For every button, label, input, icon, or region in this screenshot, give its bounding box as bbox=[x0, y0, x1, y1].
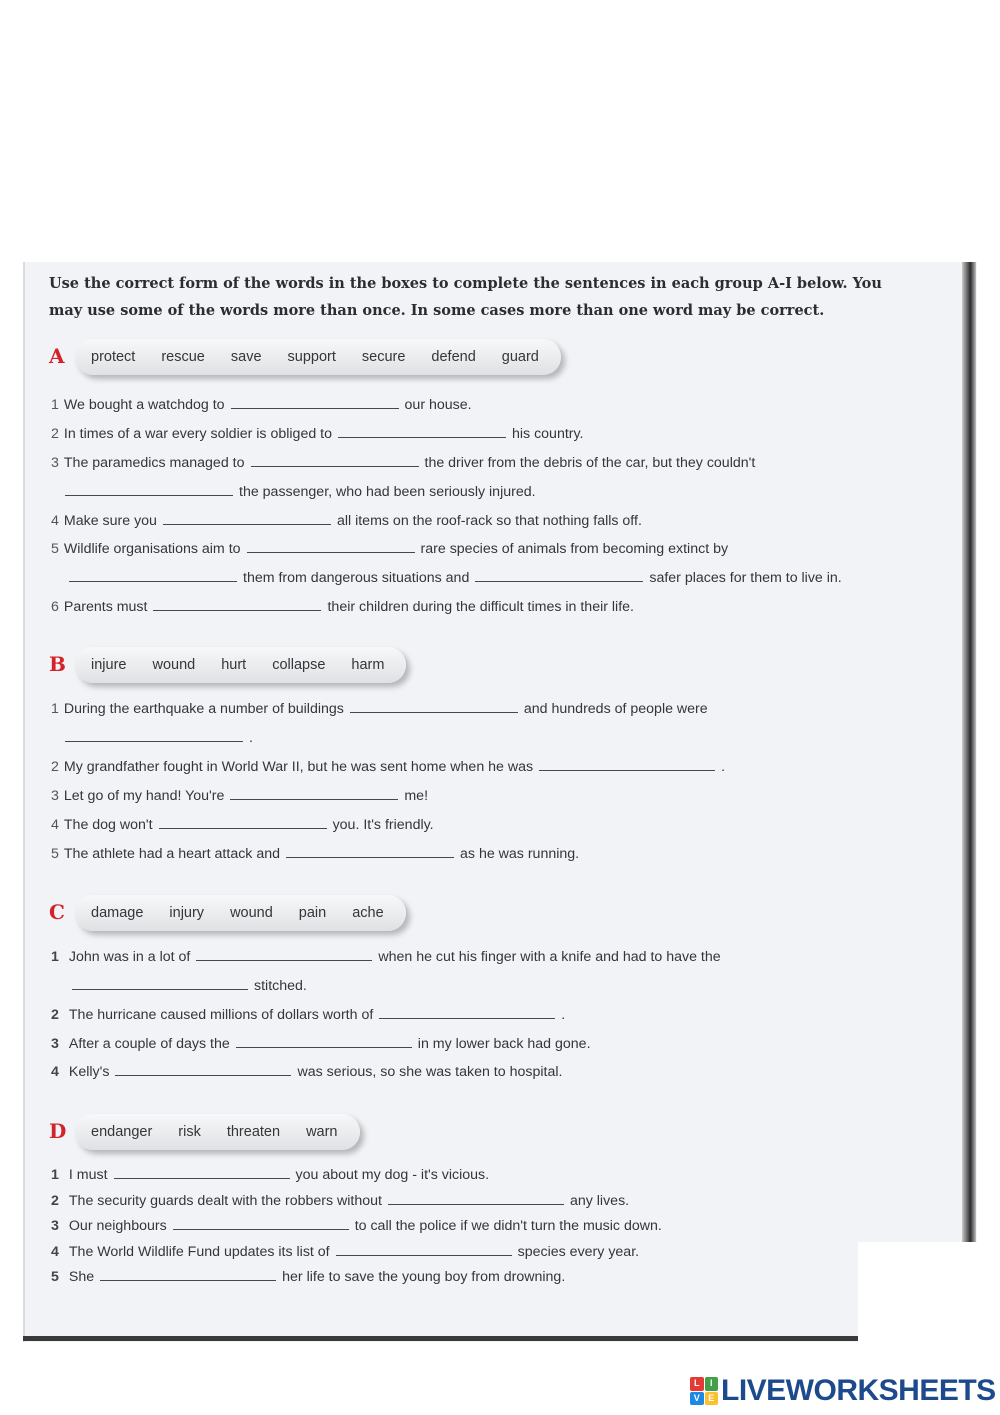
answer-blank[interactable] bbox=[475, 580, 643, 582]
sentence-text: She bbox=[68, 1269, 95, 1285]
sentence-b-1-cont bbox=[59, 730, 253, 746]
word-item: injury bbox=[169, 905, 205, 921]
sentence-text: . bbox=[721, 759, 726, 775]
sentence-b-5 bbox=[51, 846, 579, 862]
sentence-text: the driver from the debris of the car, but they couldn't bbox=[424, 455, 756, 471]
sentence-number: 1 bbox=[51, 397, 59, 413]
sentence-text: . bbox=[561, 1007, 566, 1023]
word-item: threaten bbox=[226, 1124, 281, 1140]
answer-blank[interactable] bbox=[69, 580, 237, 582]
sentence-text: The athlete had a heart attack and bbox=[63, 846, 281, 862]
group-letter-d: D bbox=[49, 1119, 67, 1143]
answer-blank[interactable] bbox=[65, 740, 243, 742]
word-item: damage bbox=[91, 905, 144, 921]
sentence-number: 2 bbox=[51, 1193, 59, 1209]
logo-mark-icon bbox=[690, 1377, 718, 1405]
sentence-text: We bought a watchdog to bbox=[63, 397, 225, 413]
sentence-text: any lives. bbox=[569, 1193, 630, 1209]
word-item: secure bbox=[361, 349, 406, 365]
logo-mark-letter: V bbox=[690, 1392, 704, 1406]
sentence-a-3 bbox=[51, 455, 755, 471]
sentence-text: The World Wildlife Fund updates its list of bbox=[68, 1244, 330, 1260]
sentence-c-3 bbox=[51, 1036, 591, 1052]
sentence-text: safer places for them to live in. bbox=[649, 570, 842, 586]
sentence-text: all items on the roof-rack so that nothing falls off. bbox=[336, 513, 642, 529]
answer-blank[interactable] bbox=[153, 609, 321, 611]
page-corner bbox=[858, 1242, 978, 1342]
sentence-text: The paramedics managed to bbox=[63, 455, 245, 471]
sentence-text: them from dangerous situations and bbox=[243, 570, 470, 586]
sentence-a-5-cont bbox=[63, 570, 842, 586]
sentence-text: the passenger, who had been seriously injured. bbox=[239, 484, 536, 500]
word-item: endanger bbox=[91, 1124, 153, 1140]
word-item: save bbox=[230, 349, 262, 365]
sentence-text: our house. bbox=[404, 397, 472, 413]
sentence-number: 3 bbox=[51, 788, 59, 804]
sentence-b-2 bbox=[51, 759, 725, 775]
sentence-text: . bbox=[249, 730, 253, 746]
sentence-number: 4 bbox=[51, 1064, 59, 1080]
word-box-c bbox=[75, 895, 406, 931]
sentence-number: 3 bbox=[51, 455, 59, 471]
word-item: harm bbox=[351, 657, 385, 673]
group-letter-b: B bbox=[49, 652, 66, 676]
sentence-text: as he was running. bbox=[460, 846, 580, 862]
word-item: rescue bbox=[161, 349, 205, 365]
sentence-a-1 bbox=[51, 397, 472, 413]
sentence-text: The hurricane caused millions of dollars worth of bbox=[68, 1007, 374, 1023]
word-item: guard bbox=[501, 349, 539, 365]
sentence-number: 3 bbox=[51, 1036, 59, 1052]
sentence-text: was serious, so she was taken to hospital. bbox=[297, 1064, 563, 1080]
sentence-b-3 bbox=[51, 788, 428, 804]
sentence-b-4 bbox=[51, 817, 434, 833]
sentence-number: 2 bbox=[51, 426, 59, 442]
sentence-text: their children during the difficult times in their life. bbox=[327, 599, 634, 615]
sentence-text: you about my dog - it's vicious. bbox=[295, 1167, 490, 1183]
word-item: hurt bbox=[221, 657, 247, 673]
sentence-text: During the earthquake a number of buildings bbox=[63, 701, 344, 717]
sentence-text: her life to save the young boy from drowning. bbox=[282, 1269, 566, 1285]
answer-blank[interactable] bbox=[388, 1203, 564, 1205]
answer-blank[interactable] bbox=[159, 827, 327, 829]
word-item: wound bbox=[152, 657, 196, 673]
answer-blank[interactable] bbox=[251, 465, 419, 467]
sentence-text: Let go of my hand! You're bbox=[63, 788, 225, 804]
sentence-number: 5 bbox=[51, 1269, 59, 1285]
word-box-d bbox=[75, 1114, 360, 1150]
answer-blank[interactable] bbox=[230, 798, 398, 800]
sentence-d-5 bbox=[51, 1269, 565, 1285]
sentence-number: 1 bbox=[51, 949, 59, 965]
sentence-c-1 bbox=[51, 949, 721, 965]
sentence-text: Our neighbours bbox=[68, 1218, 167, 1234]
sentence-text: and hundreds of people were bbox=[523, 701, 708, 717]
sentence-text: his country. bbox=[512, 426, 584, 442]
sentence-text: The security guards dealt with the robbers without bbox=[68, 1193, 382, 1209]
answer-blank[interactable] bbox=[72, 988, 248, 990]
word-item: ache bbox=[352, 905, 384, 921]
answer-blank[interactable] bbox=[100, 1279, 276, 1281]
sentence-a-5 bbox=[51, 541, 728, 557]
logo-text: LIVEWORKSHEETS bbox=[721, 1374, 996, 1407]
sentence-c-4 bbox=[51, 1064, 562, 1080]
sentence-d-1 bbox=[51, 1167, 489, 1183]
sentence-number: 6 bbox=[51, 599, 59, 615]
sentence-number: 4 bbox=[51, 817, 59, 833]
word-box-a bbox=[75, 339, 561, 375]
answer-blank[interactable] bbox=[115, 1074, 291, 1076]
sentence-d-4 bbox=[51, 1244, 639, 1260]
logo-mark-letter: I bbox=[705, 1377, 719, 1391]
instructions: Use the correct form of the words in the boxes to complete the sentences in each group A-I below. You may use some of the words more than once. In some cases more than one word may be correct. bbox=[49, 275, 882, 319]
answer-blank[interactable] bbox=[173, 1228, 349, 1230]
sentence-text: in my lower back had gone. bbox=[417, 1036, 591, 1052]
page-bottom-edge bbox=[23, 1336, 875, 1341]
sentence-text: I must bbox=[68, 1167, 108, 1183]
sentence-number: 1 bbox=[51, 1167, 59, 1183]
sentence-text: John was in a lot of bbox=[68, 949, 191, 965]
word-item: risk bbox=[178, 1124, 201, 1140]
word-item: warn bbox=[306, 1124, 338, 1140]
sentence-text: stitched. bbox=[254, 978, 307, 994]
word-item: protect bbox=[91, 349, 136, 365]
page-binding-shadow bbox=[962, 262, 976, 1242]
sentence-text: My grandfather fought in World War II, but he was sent home when he was bbox=[63, 759, 534, 775]
sentence-text: rare species of animals from becoming extinct by bbox=[420, 541, 729, 557]
sentence-text: After a couple of days the bbox=[68, 1036, 230, 1052]
word-item: injure bbox=[91, 657, 127, 673]
sentence-text: Make sure you bbox=[63, 513, 157, 529]
sentence-a-4 bbox=[51, 513, 642, 529]
word-item: wound bbox=[230, 905, 273, 921]
answer-blank[interactable] bbox=[338, 436, 506, 438]
answer-blank[interactable] bbox=[286, 856, 454, 858]
sentence-number: 5 bbox=[51, 846, 59, 862]
logo-mark-letter: L bbox=[690, 1377, 704, 1391]
sentence-a-3-cont bbox=[59, 484, 536, 500]
sentence-text: you. It's friendly. bbox=[332, 817, 434, 833]
answer-blank[interactable] bbox=[350, 711, 518, 713]
group-letter-c: C bbox=[49, 900, 65, 924]
answer-blank[interactable] bbox=[236, 1046, 412, 1048]
sentence-number: 3 bbox=[51, 1218, 59, 1234]
sentence-b-1 bbox=[51, 701, 708, 717]
sentence-d-3 bbox=[51, 1218, 662, 1234]
word-item: pain bbox=[298, 905, 327, 921]
answer-blank[interactable] bbox=[336, 1254, 512, 1256]
answer-blank[interactable] bbox=[114, 1177, 290, 1179]
sentence-number: 5 bbox=[51, 541, 59, 557]
sentence-number: 2 bbox=[51, 759, 59, 775]
answer-blank[interactable] bbox=[231, 407, 399, 409]
sentence-d-2 bbox=[51, 1193, 629, 1209]
sentence-text: when he cut his finger with a knife and had to have the bbox=[378, 949, 721, 965]
word-item: defend bbox=[431, 349, 476, 365]
sentence-number: 4 bbox=[51, 1244, 59, 1260]
logo-mark-letter: E bbox=[705, 1392, 719, 1406]
sentence-text: Parents must bbox=[63, 599, 148, 615]
answer-blank[interactable] bbox=[196, 959, 372, 961]
sentence-text: Wildlife organisations aim to bbox=[63, 541, 241, 557]
sentence-text: to call the police if we didn't turn the music down. bbox=[354, 1218, 662, 1234]
answer-blank[interactable] bbox=[247, 551, 415, 553]
sentence-a-6 bbox=[51, 599, 634, 615]
answer-blank[interactable] bbox=[163, 523, 331, 525]
sentence-text: species every year. bbox=[517, 1244, 640, 1260]
sentence-text: The dog won't bbox=[63, 817, 153, 833]
liveworksheets-logo bbox=[690, 1374, 996, 1408]
answer-blank[interactable] bbox=[65, 494, 233, 496]
word-item: collapse bbox=[272, 657, 326, 673]
sentence-text: Kelly's bbox=[68, 1064, 110, 1080]
sentence-c-1-cont bbox=[66, 978, 307, 994]
sentence-number: 2 bbox=[51, 1007, 59, 1023]
group-letter-a: A bbox=[49, 344, 65, 368]
sentence-text: me! bbox=[404, 788, 429, 804]
answer-blank[interactable] bbox=[379, 1017, 555, 1019]
sentence-c-2 bbox=[51, 1007, 565, 1023]
word-box-b bbox=[75, 647, 406, 683]
answer-blank[interactable] bbox=[539, 769, 715, 771]
sentence-a-2 bbox=[51, 426, 584, 442]
sentence-number: 4 bbox=[51, 513, 59, 529]
sentence-text: In times of a war every soldier is obliged to bbox=[63, 426, 332, 442]
sentence-number: 1 bbox=[51, 701, 59, 717]
word-item: support bbox=[287, 349, 336, 365]
